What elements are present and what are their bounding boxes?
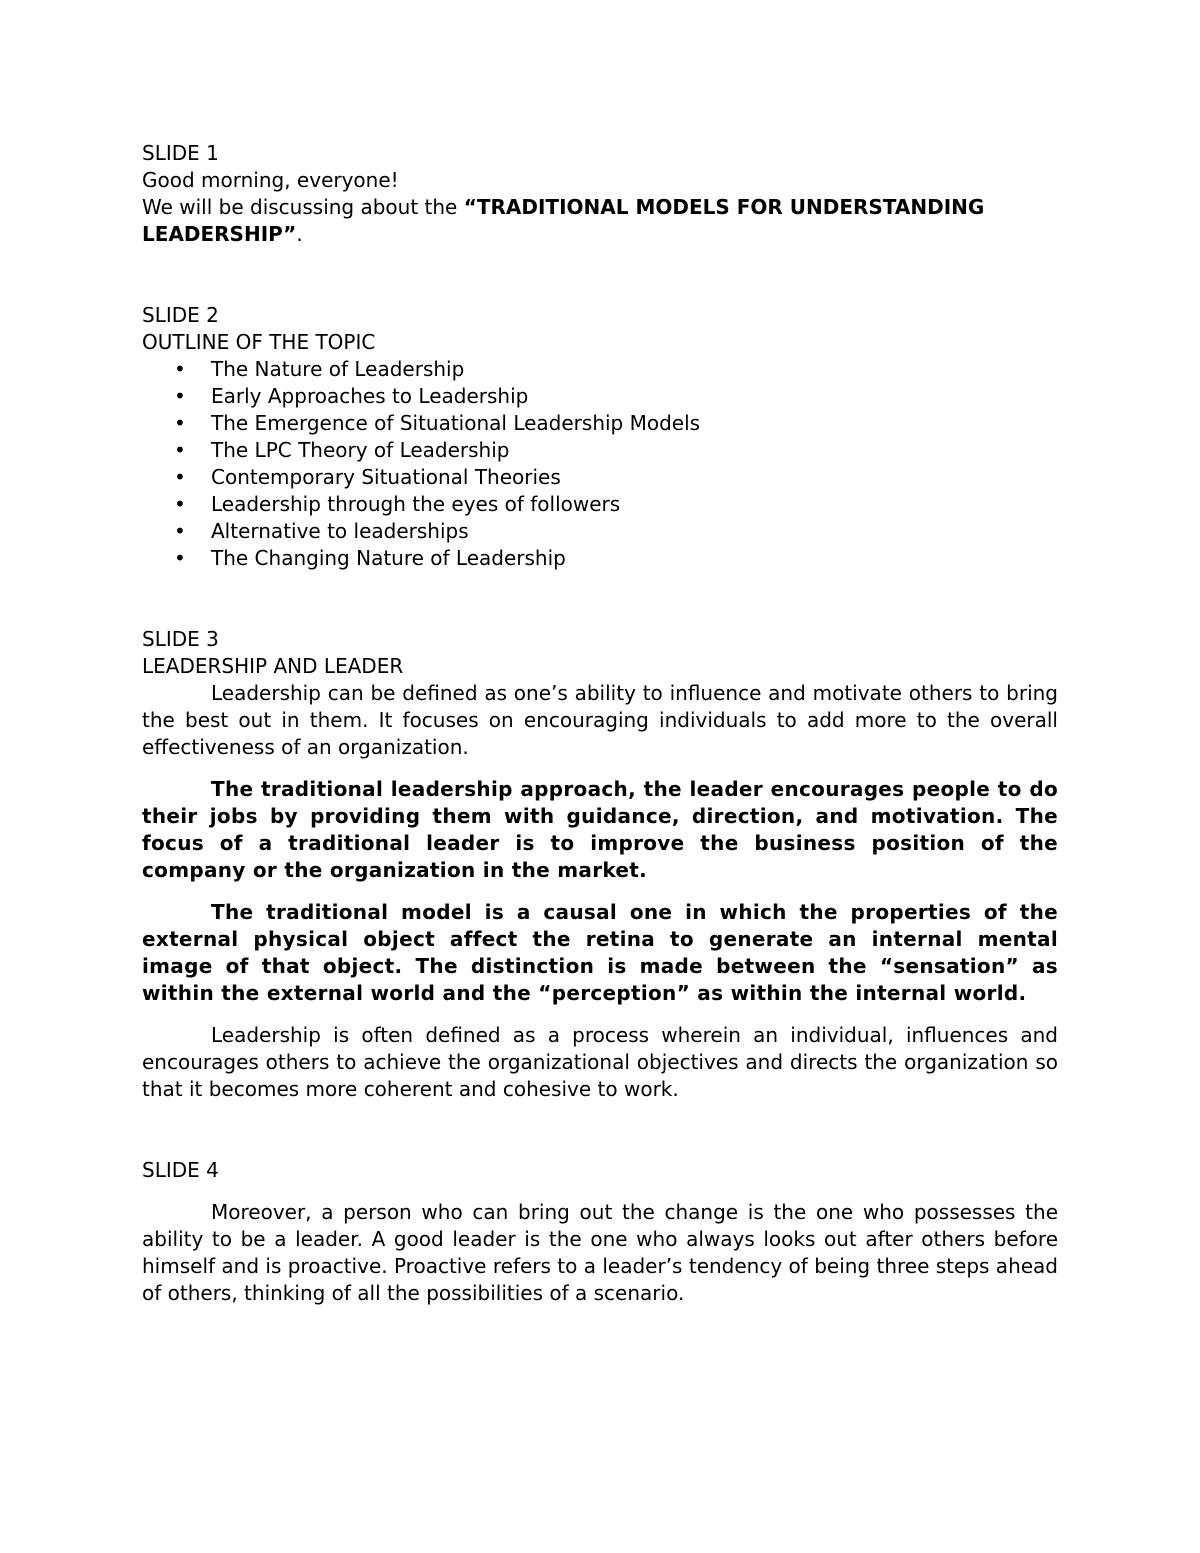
bullet-icon: • xyxy=(174,438,186,462)
outline-list xyxy=(142,356,1058,572)
list-item-text: Leadership through the eyes of followers xyxy=(211,492,621,516)
spacer xyxy=(142,572,1058,626)
bullet-icon: • xyxy=(174,519,186,543)
list-item-text: The Nature of Leadership xyxy=(211,357,465,381)
list-item xyxy=(142,491,1058,518)
spacer xyxy=(142,1103,1058,1157)
bullet-icon: • xyxy=(174,492,186,516)
slide-1-intro xyxy=(142,194,1058,248)
bullet-icon: • xyxy=(174,411,186,435)
list-item-text: Contemporary Situational Theories xyxy=(211,465,561,489)
bullet-icon: • xyxy=(174,384,186,408)
slide-2-subheading: OUTLINE OF THE TOPIC xyxy=(142,330,376,354)
list-item-text: The Changing Nature of Leadership xyxy=(211,546,566,570)
slide-2-heading: SLIDE 2 xyxy=(142,303,219,327)
slide-3-section xyxy=(142,626,1058,1103)
slide-1-heading: SLIDE 1 xyxy=(142,141,219,165)
list-item-text: Early Approaches to Leadership xyxy=(211,384,529,408)
slide-3-paragraph-2: The traditional leadership approach, the leader encourages people to do their jobs by providing them with guidance, direction, and motivation. The focus of a traditional leader is to improve the business position of the company or the organization in the market. xyxy=(142,777,1058,882)
slide-1-section xyxy=(142,140,1058,248)
list-item xyxy=(142,410,1058,437)
slide-3-paragraph-1: Leadership can be defined as one’s ability to influence and motivate others to bring the best out in them. It focuses on encouraging individuals to add more to the overall effectiveness of an organization. xyxy=(142,681,1058,759)
spacer xyxy=(142,1184,1058,1199)
slide-3-paragraph-4: Leadership is often defined as a process wherein an individual, influences and encourages others to achieve the organizational objectives and directs the organization so that it becomes more coherent and cohesive to work. xyxy=(142,1023,1058,1101)
list-item xyxy=(142,356,1058,383)
slide-4-paragraph-1: Moreover, a person who can bring out the change is the one who possesses the ability to be a leader. A good leader is the one who always looks out after others before himself and is proactive. Proactive refers to a leader’s tendency of being three steps ahead of others, thinking of all the possibilities of a scenario. xyxy=(142,1200,1058,1305)
list-item xyxy=(142,545,1058,572)
spacer xyxy=(142,1007,1058,1022)
slide-3-subheading: LEADERSHIP AND LEADER xyxy=(142,654,404,678)
spacer xyxy=(142,761,1058,776)
list-item-text: The Emergence of Situational Leadership Models xyxy=(211,411,701,435)
slide-1-greeting: Good morning, everyone! xyxy=(142,168,399,192)
list-item xyxy=(142,437,1058,464)
slide-3-heading: SLIDE 3 xyxy=(142,627,219,651)
intro-title: “TRADITIONAL MODELS FOR UNDERSTANDING LEADERSHIP” xyxy=(142,195,985,246)
list-item xyxy=(142,464,1058,491)
spacer xyxy=(142,248,1058,302)
list-item xyxy=(142,518,1058,545)
spacer xyxy=(142,884,1058,899)
slide-4-heading: SLIDE 4 xyxy=(142,1158,219,1182)
intro-prefix: We will be discussing about the xyxy=(142,195,464,219)
document-page xyxy=(142,140,1058,1307)
list-item xyxy=(142,383,1058,410)
bullet-icon: • xyxy=(174,357,186,381)
list-item-text: The LPC Theory of Leadership xyxy=(211,438,510,462)
bullet-icon: • xyxy=(174,546,186,570)
list-item-text: Alternative to leaderships xyxy=(211,519,469,543)
bullet-icon: • xyxy=(174,465,186,489)
slide-3-paragraph-3: The traditional model is a causal one in which the properties of the external physical object affect the retina to generate an internal mental image of that object. The distinction is made between the “sensation” as within the external world and the “perception” as within the internal world. xyxy=(142,900,1058,1005)
intro-suffix: . xyxy=(296,222,303,246)
slide-2-section xyxy=(142,302,1058,572)
slide-4-section xyxy=(142,1157,1058,1307)
